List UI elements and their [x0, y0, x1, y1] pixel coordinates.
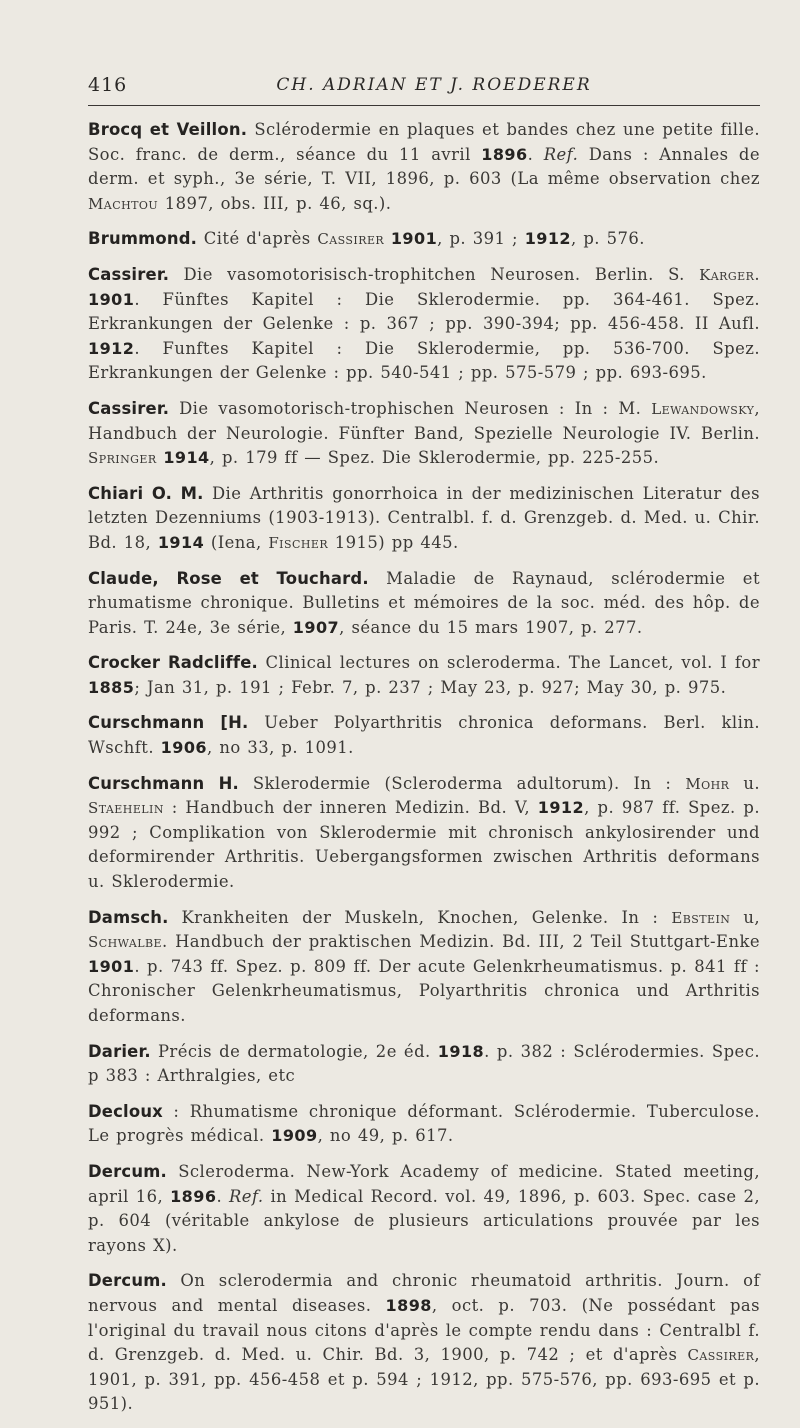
entry-smallcaps: Mohr	[685, 774, 730, 793]
bibliography-entry	[88, 397, 760, 471]
bibliography-entry	[88, 482, 760, 556]
entry-text: , p. 576.	[571, 229, 645, 249]
bibliography-entry	[88, 118, 760, 216]
entry-author: Crocker Radcliffe.	[88, 653, 258, 673]
entry-text: Krankheiten der Muskeln, Knochen, Gelenke. In :	[168, 907, 672, 927]
entry-text: , 1901, p. 391, pp. 456-458 et p. 594 ; 1912, pp. 575-576, pp. 693-695 et p. 951).	[88, 1345, 760, 1414]
entry-smallcaps: Karger	[699, 265, 755, 284]
entry-smallcaps: Staehelin	[88, 799, 164, 818]
entry-text: Précis de dermatologie, 2e éd.	[150, 1041, 438, 1061]
entry-text: , no 49, p. 617.	[317, 1126, 454, 1146]
entry-year: 1914	[157, 532, 205, 552]
entry-author: Damsch.	[88, 907, 169, 927]
entry-text: . Funftes Kapitel : Die Sklerodermie, pp. 536-700. Spez. Erkrankungen der Gelenke : pp. 540-541 ; pp. 575-579 ; pp. 693-695.	[88, 338, 760, 383]
entry-author: Dercum.	[88, 1161, 167, 1181]
entry-text: .	[754, 264, 760, 284]
entry-year: 1912	[537, 798, 585, 818]
entry-year: 1896	[481, 144, 528, 164]
bibliography-entry	[88, 651, 760, 700]
entry-year: 1885	[88, 677, 135, 697]
entry-text: ; Jan 31, p. 191 ; Febr. 7, p. 237 ; May 23, p. 927; May 30, p. 975.	[134, 677, 727, 697]
page-number: 416	[88, 74, 128, 96]
entry-smallcaps: Schwalbe	[88, 933, 163, 952]
entry-author: Curschmann [H.	[88, 713, 249, 733]
entry-year: 1918	[437, 1041, 485, 1061]
entry-smallcaps: Springer	[88, 449, 157, 468]
entry-text: : Handbuch der inneren Medizin. Bd. V,	[163, 798, 538, 818]
entry-text: . Fünftes Kapitel : Die Sklerodermie. pp. 364-461. Spez. Erkrankungen der Gelenke : p. 367 ; pp. 390-394; pp. 456-458. II Aufl.	[88, 289, 760, 334]
entry-smallcaps: Ebstein	[671, 908, 731, 927]
entry-year: 1906	[160, 738, 208, 758]
page-header	[88, 74, 760, 102]
entry-author: Dercum.	[88, 1271, 167, 1291]
entry-smallcaps: Machtou	[88, 194, 159, 213]
entry-text: u,	[730, 907, 761, 927]
entry-italic: Ref.	[543, 144, 579, 164]
entry-text: Sklerodermie (Scleroderma adultorum). In :	[238, 773, 686, 793]
entry-text: Clinical lectures on scleroderma. The Lancet, vol. I for	[257, 653, 760, 673]
entry-text: Cité d'après	[197, 229, 318, 249]
entry-year: 1909	[271, 1126, 318, 1146]
bibliography-entry	[88, 1269, 760, 1417]
entry-text: Scleroderma. New-York Academy of medicine. Stated meeting, april 16,	[88, 1161, 760, 1206]
entry-text: . Handbuch der praktischen Medizin. Bd. III, 2 Teil Stuttgart-Enke	[162, 932, 760, 952]
entry-text: .	[216, 1186, 230, 1206]
header-rule	[88, 105, 760, 106]
entry-smallcaps: Cassirer	[687, 1346, 755, 1365]
entry-text: : Rhumatisme chronique déformant. Sclérodermie. Tuberculose. Le progrès médical.	[88, 1101, 760, 1146]
entry-text: Die Arthritis gonorrhoica in der medizinischen Literatur des letzten Dezenniums (1903-1913). Centralbl. f. d. Grenzgeb. d. Med. u. Chir. Bd. 18,	[88, 483, 761, 552]
entry-text: .	[527, 144, 544, 164]
entry-text: in Medical Record. vol. 49, 1896, p. 603. Spec. case 2, p. 604 (véritable ankylose de plusieurs articulations prouvée par les rayons X).	[88, 1186, 760, 1255]
entry-smallcaps: Lewandowsky	[651, 399, 755, 418]
entry-smallcaps: Fischer	[268, 533, 329, 552]
bibliography-entry	[88, 711, 760, 760]
bibliography-entry	[88, 263, 760, 386]
entry-text: , Handbuch der Neurologie. Fünfter Band, Spezielle Neurologie IV. Berlin.	[88, 398, 760, 443]
entry-year: 1901	[88, 289, 135, 309]
bibliography-entry	[88, 1100, 760, 1149]
entry-text: , séance du 15 mars 1907, p. 277.	[339, 617, 643, 637]
entry-italic: Ref.	[229, 1186, 264, 1206]
entry-year: 1901	[390, 229, 438, 249]
bibliography-entry	[88, 1160, 760, 1258]
entry-author: Darier.	[88, 1041, 151, 1061]
entry-text: , oct. p. 703. (Ne possédant pas l'original du travail nous citons d'après le compte rendu dans : Centralbl f. d. Grenzgeb. d. Med. u. Chir. Bd. 3, 1900, p. 742 ; et d'après	[88, 1295, 760, 1365]
entry-text: Sclérodermie en plaques et bandes chez une petite fille. Soc. franc. de derm., séance du 11 avril	[88, 120, 761, 164]
entry-text: , p. 391 ;	[437, 229, 525, 249]
entry-text: 1915) pp 445.	[328, 532, 459, 552]
entry-text: Die vasomotorisisch-trophitchen Neurosen. Berlin. S.	[169, 264, 700, 284]
entry-year: 1898	[385, 1295, 432, 1315]
entry-year: 1896	[170, 1186, 217, 1206]
entry-author: Claude, Rose et Touchard.	[88, 568, 369, 588]
entry-author: Decloux	[88, 1101, 163, 1121]
entry-text: . p. 743 ff. Spez. p. 809 ff. Der acute Gelenkrheumatismus. p. 841 ff : Chronischer Gelenkrheumatismus, Polyarthritis chronica und Arthritis deformans.	[88, 956, 760, 1025]
entry-text: (Iena,	[204, 532, 269, 552]
entry-smallcaps: Cassirer	[317, 230, 385, 249]
bibliography-entry	[88, 772, 760, 895]
entry-text: u.	[729, 773, 760, 793]
entry-text: . p. 382 : Sclérodermies. Spec. p 383 : Arthralgies, etc	[88, 1041, 760, 1086]
entry-author: Brocq et Veillon.	[88, 120, 248, 139]
bibliography-list	[88, 118, 760, 1428]
bibliography-entry	[88, 1040, 760, 1089]
entry-text: Dans : Annales de derm. et syph., 3e série, T. VII, 1896, p. 603 (La même observation chez	[88, 144, 760, 189]
entry-text: Maladie de Raynaud, sclérodermie et rhumatisme chronique. Bulletins et mémoires de la soc. méd. des hôp. de Paris. T. 24e, 3e série,	[88, 568, 760, 637]
entry-year: 1914	[163, 448, 210, 468]
entry-year: 1912	[524, 229, 572, 249]
entry-text	[384, 229, 391, 248]
entry-text: , p. 179 ff — Spez. Die Sklerodermie, pp. 225-255.	[209, 448, 660, 468]
entry-year: 1907	[292, 617, 340, 637]
entry-text: On sclerodermia and chronic rheumatoid arthritis. Journ. of nervous and mental diseases.	[88, 1271, 760, 1315]
entry-author: Curschmann H.	[88, 773, 239, 793]
entry-author: Chiari O. M.	[88, 483, 204, 503]
entry-text: Die vasomotorisch-trophischen Neurosen : In : M.	[169, 398, 652, 418]
entry-year: 1912	[88, 338, 135, 358]
bibliography-entry	[88, 906, 760, 1029]
entry-text: , p. 987 ff. Spez. p. 992 ; Complikation von Sklerodermie mit chronisch ankylosirender und deformirender Arthritis. Uebergangsformen zwischen Arthritis deformans u. Sklerodermie.	[88, 798, 760, 892]
entry-text: Ueber Polyarthritis chronica deformans. Berl. klin. Wschft.	[88, 713, 760, 758]
running-title: CH. ADRIAN ET J. ROEDERER	[276, 75, 592, 95]
entry-author: Cassirer.	[88, 398, 170, 418]
entry-author: Brummond.	[88, 229, 198, 249]
bibliography-entry	[88, 567, 760, 641]
entry-year: 1901	[88, 956, 135, 976]
entry-text: , no 33, p. 1091.	[207, 738, 354, 758]
entry-author: Cassirer.	[88, 264, 170, 284]
bibliography-entry	[88, 227, 760, 252]
entry-text: 1897, obs. III, p. 46, sq.).	[158, 193, 392, 213]
